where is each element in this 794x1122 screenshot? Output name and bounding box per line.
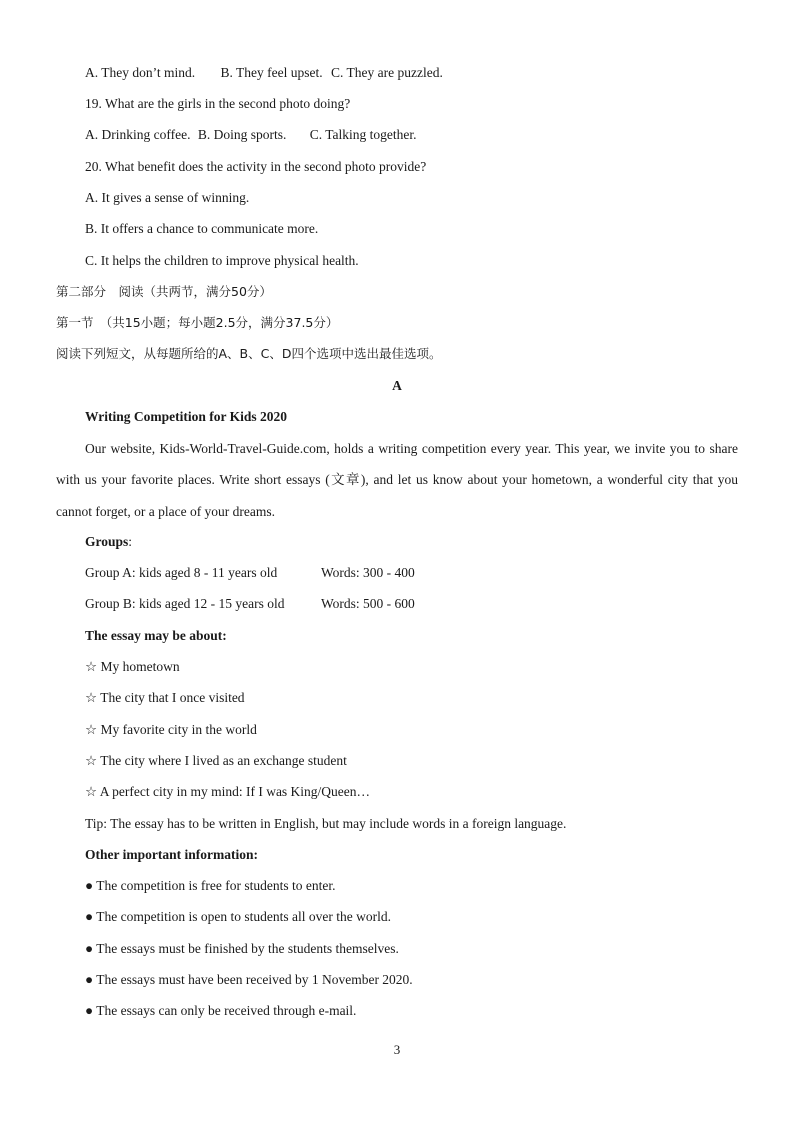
page-number: 3 — [393, 1042, 401, 1057]
passage-intro — [56, 433, 738, 527]
q19-options — [85, 126, 417, 144]
info-item: ● The essays must have been received by 1 November 2020. — [85, 972, 413, 987]
groups-heading: Groups — [85, 534, 129, 549]
section1-heading: 第一节 （共15小题；每小题2.5分，满分37.5分） — [56, 315, 339, 330]
info-item: ● The essays can only be received through e-mail. — [85, 1003, 357, 1018]
passage-letter: A — [392, 378, 402, 393]
groups-heading-line — [85, 533, 132, 551]
q18-option-a: A. They don’t mind. — [85, 65, 196, 80]
passage-title: Writing Competition for Kids 2020 — [85, 409, 288, 424]
q19-option-a: A. Drinking coffee. — [85, 127, 191, 142]
part2-heading: 第二部分 阅读（共两节，满分50分） — [56, 284, 272, 299]
group-b-words: Words: 500 - 600 — [321, 596, 415, 611]
topic-item: ☆ A perfect city in my mind: If I was King/Queen… — [85, 784, 371, 799]
tip-text: Tip: The essay has to be written in English, but may include words in a foreign language. — [85, 816, 567, 831]
group-a-label: Group A: kids aged 8 - 11 years old — [85, 565, 278, 580]
reading-instructions: 阅读下列短文，从每题所给的A、B、C、D四个选项中选出最佳选项。 — [56, 346, 442, 361]
topic-item: ☆ My hometown — [85, 659, 180, 674]
info-item: ● The competition is open to students all over the world. — [85, 909, 391, 924]
info-item: ● The competition is free for students to enter. — [85, 878, 336, 893]
info-item: ● The essays must be finished by the students themselves. — [85, 941, 399, 956]
groups-colon: : — [128, 534, 133, 549]
q20-option-b: B. It offers a chance to communicate more. — [85, 221, 319, 236]
group-a-row — [85, 564, 485, 582]
topic-item: ☆ My favorite city in the world — [85, 722, 257, 737]
info-heading: Other important information: — [85, 847, 258, 862]
q20-option-c: C. It helps the children to improve physical health. — [85, 253, 359, 268]
q18-option-b: B. They feel upset. — [220, 65, 323, 80]
group-b-row — [85, 595, 485, 613]
q19-option-b: B. Doing sports. — [197, 127, 287, 142]
q19-option-c: C. Talking together. — [309, 127, 417, 142]
topics-heading: The essay may be about: — [85, 628, 227, 643]
group-b-label: Group B: kids aged 12 - 15 years old — [85, 596, 285, 611]
q20-option-a: A. It gives a sense of winning. — [85, 190, 250, 205]
group-a-words: Words: 300 - 400 — [321, 565, 415, 580]
topic-item: ☆ The city where I lived as an exchange student — [85, 753, 347, 768]
topic-item: ☆ The city that I once visited — [85, 690, 245, 705]
q20-question: 20. What benefit does the activity in the second photo provide? — [85, 159, 427, 174]
q19-question: 19. What are the girls in the second photo doing? — [85, 96, 351, 111]
q18-option-c: C. They are puzzled. — [330, 65, 443, 80]
passage-intro-text: Our website, Kids-World-Travel-Guide.com, holds a writing competition every year. This year, we invite you to share with us your favorite places. Write short essays (文章), and let us know about your hometown, a wonderful city that you cannot forget, or a place of your dreams. — [56, 441, 738, 519]
q18-options — [85, 64, 443, 82]
